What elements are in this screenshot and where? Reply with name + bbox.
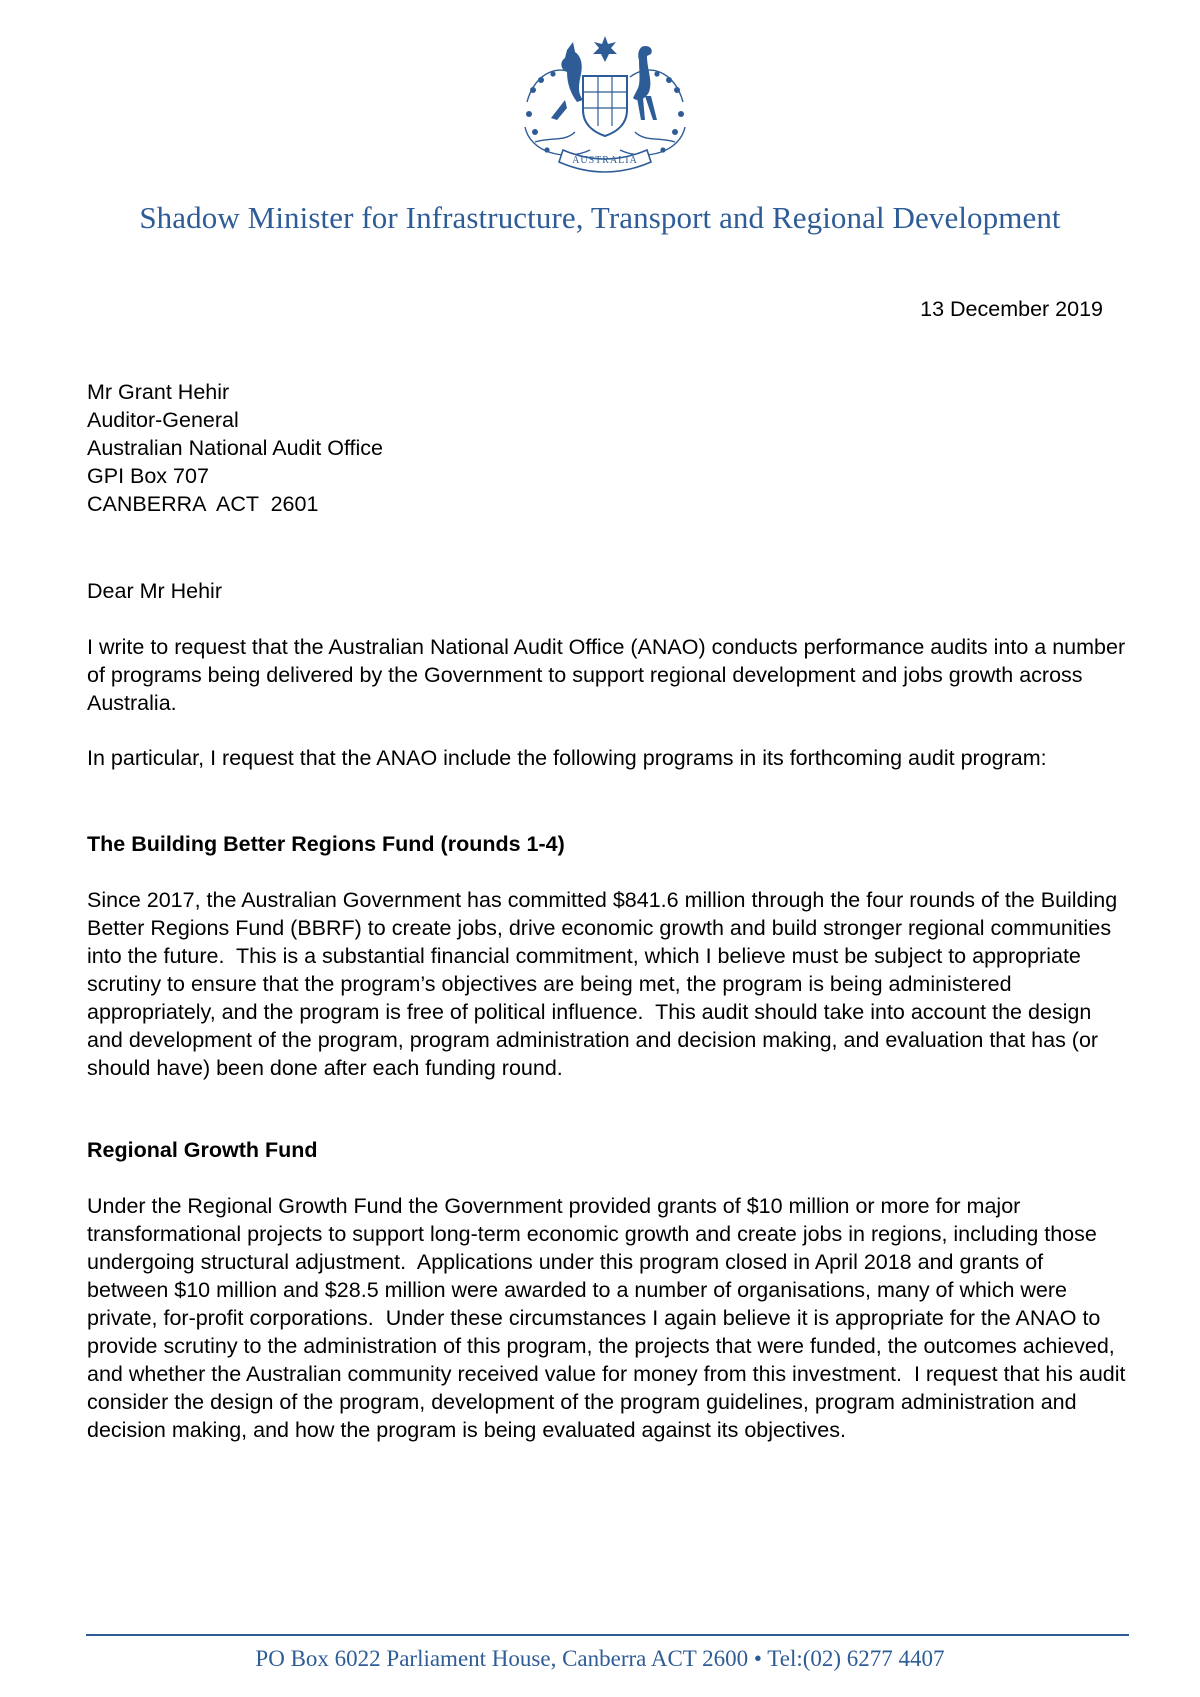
coat-of-arms-icon <box>505 32 705 182</box>
recipient-postal: GPI Box 707 <box>87 464 209 488</box>
section-body-rgf: Under the Regional Growth Fund the Government provided grants of $10 million or more for major transformational projects to support long-term economic growth and create jobs in regions, including those undergoing structural adjustment. Applications under this program closed in April 2018 and grants of between $10 million and $28.5 million were awarded to a number of organisations, many of which were private, for-profit corporations. Under these circumstances I again believe it is appropriate for the ANAO to provide scrutiny to the administration of this program, the projects that were funded, the outcomes achieved, and whether the Australian community received value for money from this investment. I request that his audit consider the design of the program, development of the program guidelines, program administration and decision making, and how the program is being evaluated against its objectives. <box>87 1194 1132 1442</box>
recipient-address <box>87 378 1127 518</box>
intro-paragraph: I write to request that the Australian National Audit Office (ANAO) conducts performance audits into a number of programs being delivered by the Government to support regional development and jobs growth across Australia. <box>87 635 1126 715</box>
recipient-position: Auditor-General <box>87 408 239 432</box>
section-heading-rgf: Regional Growth Fund <box>87 1138 318 1162</box>
request-paragraph: In particular, I request that the ANAO include the following programs in its forthcoming audit program: <box>87 746 1047 770</box>
crest-banner-text: AUSTRALIA <box>572 155 638 166</box>
recipient-name: Mr Grant Hehir <box>87 380 230 404</box>
office-title: Shadow Minister for Infrastructure, Transport and Regional Development <box>139 200 1061 235</box>
section-heading-bbrf: The Building Better Regions Fund (rounds 1-4) <box>87 832 565 856</box>
salutation: Dear Mr Hehir <box>87 579 222 603</box>
section-body-bbrf: Since 2017, the Australian Government has committed $841.6 million through the four rounds of the Building Better Regions Fund (BBRF) to create jobs, drive economic growth and build stronger regional communities into the future. This is a substantial financial commitment, which I believe must be subject to appropriate scrutiny to ensure that the program’s objectives are being met, the program is being administered appropriately, and the program is free of political influence. This audit should take into account the design and development of the program, program administration and decision making, and evaluation that has (or should have) been done after each funding round. <box>87 888 1124 1080</box>
footer-address: PO Box 6022 Parliament House, Canberra ACT 2600 • Tel:(02) 6277 4407 <box>255 1646 945 1671</box>
recipient-organisation: Australian National Audit Office <box>87 436 383 460</box>
footer-divider <box>86 1634 1129 1636</box>
recipient-city: CANBERRA ACT 2601 <box>87 492 319 516</box>
letter-date: 13 December 2019 <box>920 297 1103 321</box>
